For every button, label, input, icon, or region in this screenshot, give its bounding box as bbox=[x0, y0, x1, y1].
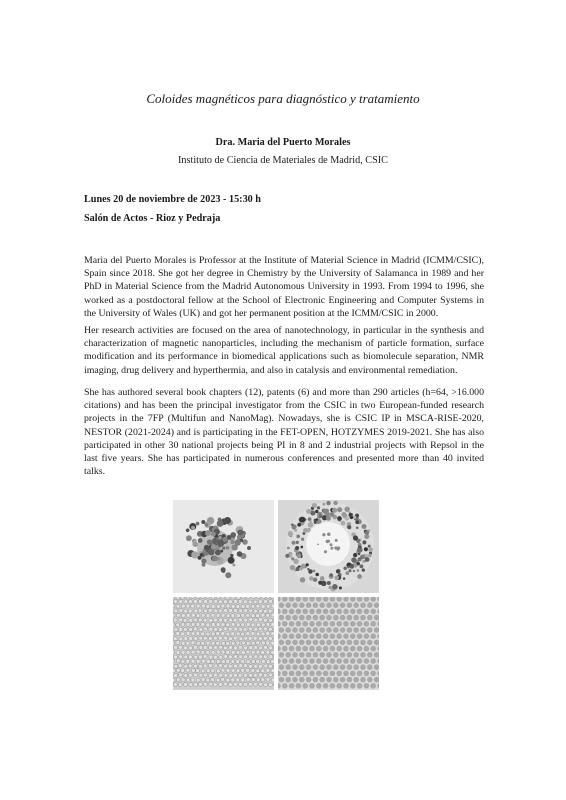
speaker-name: Dra. Maria del Puerto Morales bbox=[215, 137, 351, 148]
micrograph-dense-lattice bbox=[173, 597, 274, 690]
micrograph-particle-ring bbox=[278, 500, 379, 593]
talk-date-time: Lunes 20 de noviembre de 2023 - 15:30 h bbox=[84, 194, 261, 205]
publications-paragraph: She has authored several book chapters (12), patents (6) and more than 290 articles (h=64, >16.000 citations) and has been the principal investigator from the CSIC in two European-funded research projects in the 7FP (Multifun and NanoMag). Nowadays, she is CSIC IP in MSCA-RISE-2020, NESTOR (2021-2024) and is participating in the FET-OPEN, HOTZYMES 2019-2021. She has also participated in other 30 national projects being PI in 8 and 2 industrial projects with Repsol in the last five years. She has participated in numerous conferences and presented more than 40 invited talks. bbox=[84, 387, 484, 478]
talk-title: Coloides magnéticos para diagnóstico y tratamiento bbox=[146, 91, 420, 106]
micrograph-ordered-lattice bbox=[278, 597, 379, 690]
micrograph-particle-cluster bbox=[173, 500, 274, 593]
research-paragraph: Her research activities are focused on the area of nanotechnology, in particular in the synthesis and characterization of magnetic nanoparticles, including the mechanism of particle formation, surface modification and its performance in biomedical applications such as biomolecule separation, NMR imaging, drug delivery and hyperthermia, and also in catalysis and environmental remediation. bbox=[84, 325, 484, 376]
bio-paragraph: Maria del Puerto Morales is Professor at the Institute of Material Science in Madrid (ICMM/CSIC), Spain since 2018. She got her degree in Chemistry by the University of Salamanca in 1989 and her PhD in Material Science from the Madrid Autonomous University in 1993. From 1994 to 1996, she worked as a postdoctoral fellow at the School of Electronic Engineering and Computer Systems in the University of Wales (UK) and got her permanent position at the ICMM/CSIC in 2000. bbox=[84, 255, 484, 319]
speaker-institution: Instituto de Ciencia de Materiales de Madrid, CSIC bbox=[178, 155, 388, 166]
talk-venue: Salón de Actos - Rioz y Pedraja bbox=[84, 213, 221, 224]
micrograph-grid bbox=[173, 500, 379, 690]
